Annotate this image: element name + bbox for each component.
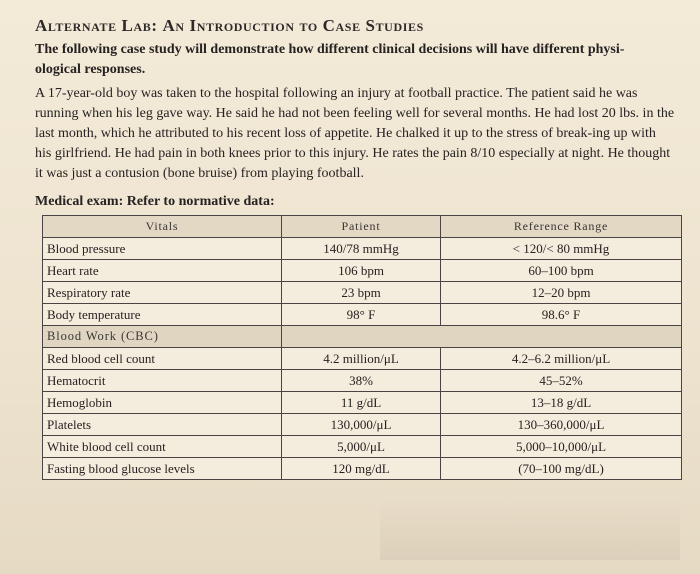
row-name: Platelets <box>43 414 282 436</box>
header-patient: Patient <box>282 216 441 238</box>
table-header-row <box>43 216 682 238</box>
page-heading <box>35 16 424 36</box>
row-reference: 130–360,000/μL <box>441 414 682 436</box>
row-reference: 12–20 bpm <box>441 282 682 304</box>
table-row <box>43 458 682 480</box>
row-name: Blood pressure <box>43 238 282 260</box>
row-patient: 120 mg/dL <box>282 458 441 480</box>
row-patient: 130,000/μL <box>282 414 441 436</box>
row-patient: 98° F <box>282 304 441 326</box>
exam-label: Medical exam: Refer to normative data: <box>35 194 275 209</box>
row-patient: 140/78 mmHg <box>282 238 441 260</box>
row-name: Body temperature <box>43 304 282 326</box>
subheading: The following case study will demonstrate how different clinical decisions will have different physi-ological responses. <box>35 42 625 77</box>
row-name: Fasting blood glucose levels <box>43 458 282 480</box>
row-name: Red blood cell count <box>43 348 282 370</box>
row-reference: 98.6° F <box>441 304 682 326</box>
row-patient: 11 g/dL <box>282 392 441 414</box>
row-name: White blood cell count <box>43 436 282 458</box>
row-reference: (70–100 mg/dL) <box>441 458 682 480</box>
page-bleed-through <box>380 500 680 560</box>
vitals-table <box>42 215 682 480</box>
row-reference: 60–100 bpm <box>441 260 682 282</box>
row-reference: 45–52% <box>441 370 682 392</box>
row-reference: 4.2–6.2 million/μL <box>441 348 682 370</box>
table-row <box>43 348 682 370</box>
row-name: Hemoglobin <box>43 392 282 414</box>
section-blank <box>282 326 441 348</box>
row-name: Respiratory rate <box>43 282 282 304</box>
heading-title: An Introduction to Case Studies <box>162 16 424 35</box>
section-row-blood-work <box>43 326 682 348</box>
row-patient: 5,000/μL <box>282 436 441 458</box>
table-row <box>43 414 682 436</box>
header-vitals: Vitals <box>43 216 282 238</box>
row-reference: < 120/< 80 mmHg <box>441 238 682 260</box>
table-row <box>43 238 682 260</box>
table-row <box>43 304 682 326</box>
row-reference: 5,000–10,000/μL <box>441 436 682 458</box>
row-name: Hematocrit <box>43 370 282 392</box>
section-blank <box>441 326 682 348</box>
heading-prefix: Alternate Lab: <box>35 16 158 35</box>
section-label: Blood Work (CBC) <box>43 326 282 348</box>
row-patient: 4.2 million/μL <box>282 348 441 370</box>
table-row <box>43 436 682 458</box>
header-reference: Reference Range <box>441 216 682 238</box>
row-patient: 23 bpm <box>282 282 441 304</box>
row-reference: 13–18 g/dL <box>441 392 682 414</box>
table-row <box>43 392 682 414</box>
table-row <box>43 370 682 392</box>
row-name: Heart rate <box>43 260 282 282</box>
row-patient: 106 bpm <box>282 260 441 282</box>
row-patient: 38% <box>282 370 441 392</box>
table-row <box>43 260 682 282</box>
table-row <box>43 282 682 304</box>
case-paragraph: A 17-year-old boy was taken to the hospital following an injury at football practice. The patient said he was running when his leg gave way. He said he had not been feeling well for several months. He had lost 20 lbs. in the last month, which he attributed to his recent loss of appetite. He chalked it up to the stress of break-ing up with his girlfriend. He had pain in both knees prior to this injury. He rates the pain 8/10 especially at night. He thought it was just a contusion (bone bruise) from playing football. <box>35 86 675 181</box>
